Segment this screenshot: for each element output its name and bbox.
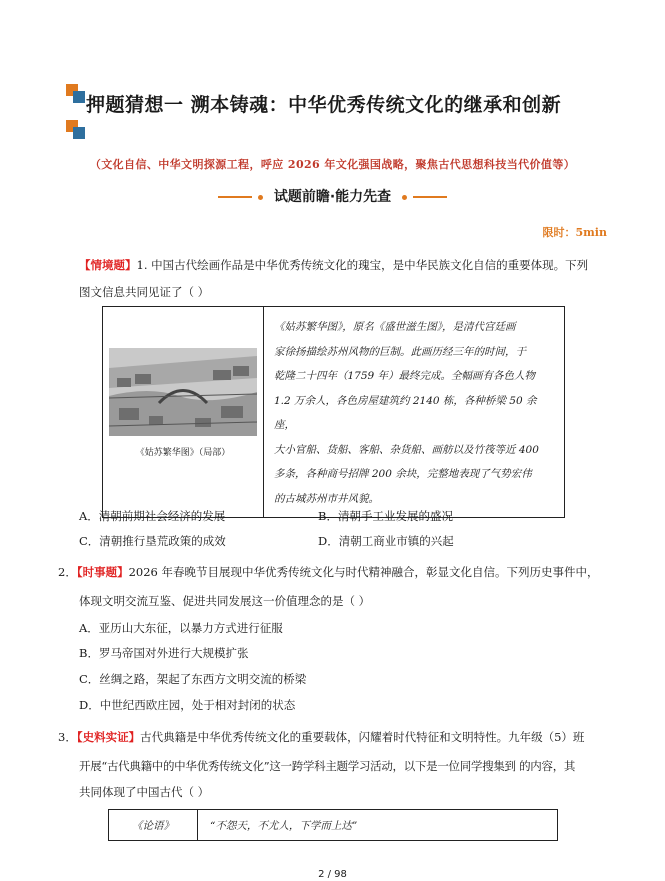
q2-number: 2． — [58, 565, 77, 579]
q1-text-line: 大小官船、货船、客船、杂货船、画舫以及竹筏等近 400 — [274, 443, 539, 456]
q2-option-c[interactable]: C．丝绸之路，架起了东西方文明交流的桥梁 — [79, 672, 307, 686]
q1-stem-text: 1. 中国古代绘画作品是中华优秀传统文化的瑰宝，是中华民族文化自信的重要体现。下列 — [136, 258, 589, 272]
q3-stem-line3: 共同体现了中国古代（ ） — [79, 785, 210, 799]
q3-quote-cell: “不怨天，不尤人，下学而上达” — [198, 810, 558, 841]
q2-stem-text: 2026 年春晚节目展现中华优秀传统文化与时代精神融合，彰显文化自信。下列历史事件中， — [128, 565, 599, 579]
q1-text-line: 乾隆二十四年（1759 年）最终完成。全幅画有各色人物 — [274, 370, 536, 382]
title-decoration-icon — [66, 120, 86, 140]
q3-book-cell: 《论语》 — [109, 810, 198, 841]
painting-caption: 《姑苏繁华图》（局部） — [135, 448, 231, 458]
q3-tag: 【史料实证】 — [76, 730, 141, 744]
q2-tag: 【时事题】 — [76, 565, 129, 579]
q1-material-table — [102, 306, 565, 518]
divider-line — [413, 196, 447, 198]
q1-option-c[interactable]: C．清朝推行垦荒政策的成效 — [79, 534, 226, 548]
page-title: 押题猜想一 溯本铸魂：中华优秀传统文化的继承和创新 — [86, 94, 562, 116]
q3-stem-text: 古代典籍是中华优秀传统文化的重要载体，闪耀着时代特征和文明特性。九年级（5）班 — [140, 730, 585, 744]
q1-option-a[interactable]: A．清朝前期社会经济的发展 — [79, 509, 226, 523]
q2-stem-line2: 体现文明交流互鉴、促进共同发展这一价值理念的是（ ） — [79, 594, 371, 608]
q1-text-line: 的古城苏州市井风貌。 — [274, 492, 379, 505]
section-heading — [0, 186, 665, 206]
q1-tag: 【情境题】 — [79, 258, 137, 272]
q3-material-table — [108, 809, 558, 841]
section-heading-text: 试题前瞻·能力先查 — [273, 189, 392, 205]
q1-stem-line2: 图文信息共同见证了（ ） — [79, 285, 210, 299]
q1-text-line: 家徐扬描绘苏州风物的巨制。此画历经三年的时间，于 — [274, 345, 526, 358]
q2-option-b[interactable]: B．罗马帝国对外进行大规模扩张 — [79, 646, 249, 660]
divider-dot — [258, 195, 263, 200]
q1-image-cell — [103, 307, 264, 518]
q3-number: 3． — [58, 730, 77, 744]
q1-text-cell — [264, 307, 565, 518]
painting-image — [109, 348, 257, 436]
time-limit: 限时：5min — [542, 226, 607, 239]
q2-option-d[interactable]: D．中世纪西欧庄园，处于相对封闭的状态 — [79, 698, 296, 712]
title-decoration-icon — [66, 84, 86, 104]
q1-text-line: 多条，各种商号招牌 200 余块，完整地表现了气势宏伟 — [274, 468, 532, 480]
page-subtitle: （文化自信、中华文明探源工程，呼应 2026 年文化强国战略，聚焦古代思想科技当代价值等） — [89, 158, 576, 171]
q2-stem-line1 — [58, 565, 599, 579]
q3-stem-line1 — [58, 730, 584, 744]
q1-option-b[interactable]: B．清朝手工业发展的盛况 — [318, 509, 453, 523]
q1-text-line: 《姑苏繁华图》，原名《盛世滋生图》，是清代宫廷画 — [274, 321, 516, 333]
q3-stem-line2: 开展“古代典籍中的中华优秀传统文化”这一跨学科主题学习活动，以下是一位同学搜集到 的内容，其 — [79, 759, 576, 773]
q1-option-d[interactable]: D．清朝工商业市镇的兴起 — [318, 534, 454, 548]
q2-option-a[interactable]: A．亚历山大东征，以暴力方式进行征服 — [79, 621, 283, 635]
divider-line — [218, 196, 252, 198]
page-number: 2 / 98 — [318, 869, 347, 880]
q1-stem-line1 — [79, 258, 588, 272]
divider-dot — [402, 195, 407, 200]
q1-text-line: 1.2 万余人，各色房屋建筑约 2140 栋，各种桥梁 50 余座， — [274, 394, 537, 431]
